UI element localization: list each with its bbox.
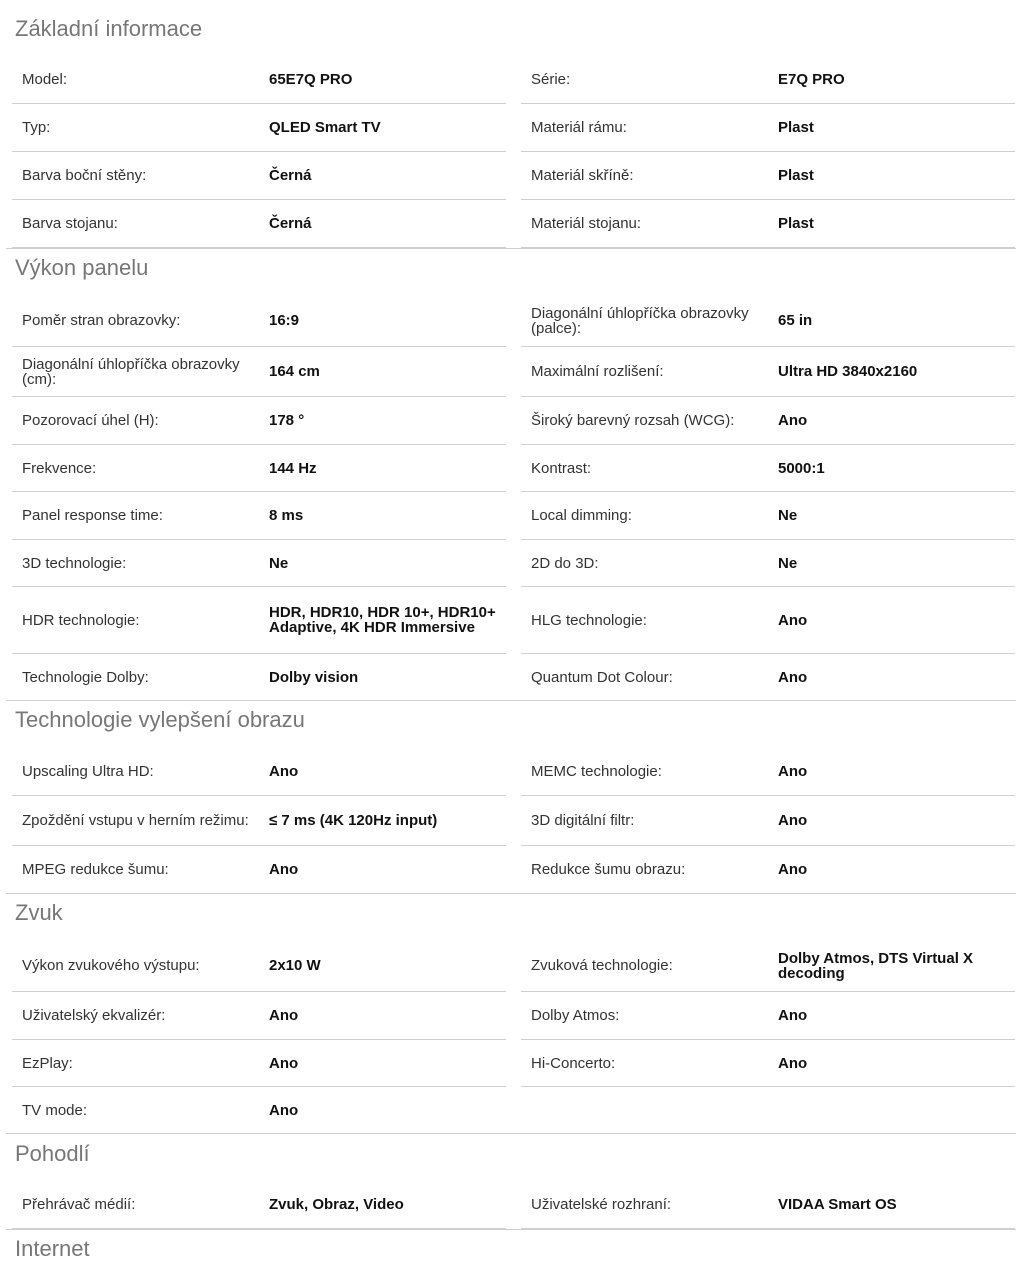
spec-value: QLED Smart TV <box>269 119 381 136</box>
spec-row <box>521 104 1015 152</box>
spec-value: Černá <box>269 215 312 232</box>
spec-label: Hi-Concerto: <box>521 1056 768 1071</box>
spec-label: Materiál skříně: <box>521 168 768 183</box>
spec-value: Ano <box>269 1054 299 1072</box>
spec-row <box>521 445 1015 492</box>
spec-label: Zpoždění vstupu v herním režimu: <box>12 813 259 828</box>
spec-label: Panel response time: <box>12 508 259 523</box>
spec-row <box>521 295 1015 347</box>
spec-label: Série: <box>521 72 768 87</box>
spec-row <box>12 540 506 587</box>
spec-value: Ano <box>269 1101 299 1119</box>
spec-row <box>12 397 506 445</box>
spec-label: Pozorovací úhel (H): <box>12 413 259 428</box>
section-title-technologie-vylepseni-obrazu: Technologie vylepšení obrazu <box>15 707 305 732</box>
spec-row <box>12 1087 506 1134</box>
spec-value: 144 Hz <box>269 459 317 477</box>
spec-value: Ne <box>778 554 798 572</box>
spec-label: Zvuková technologie: <box>521 958 768 973</box>
section-divider <box>6 1229 1016 1230</box>
spec-row <box>521 587 1015 654</box>
section-divider <box>6 893 1016 894</box>
spec-row <box>12 940 506 992</box>
spec-column-left <box>12 56 506 248</box>
spec-value: 65 in <box>778 312 813 329</box>
spec-label: TV mode: <box>12 1103 259 1118</box>
spec-column-right <box>521 747 1015 894</box>
spec-label: HLG technologie: <box>521 613 768 628</box>
spec-row <box>12 1040 506 1087</box>
spec-value: Ano <box>778 611 808 629</box>
spec-value: Ne <box>269 554 289 572</box>
spec-value: Plast <box>778 167 814 184</box>
spec-row <box>521 492 1015 540</box>
spec-column-left <box>12 940 506 1134</box>
section-title-zvuk: Zvuk <box>15 900 63 925</box>
spec-row <box>12 654 506 701</box>
spec-value: 8 ms <box>269 507 304 524</box>
spec-label: Diagonální úhlopříčka obrazovky (palce): <box>521 306 768 336</box>
spec-label: Typ: <box>12 120 259 135</box>
spec-value: 5000:1 <box>778 459 825 477</box>
spec-label: Široký barevný rozsah (WCG): <box>521 413 768 428</box>
spec-value: Ano <box>778 812 808 829</box>
spec-value: Černá <box>269 167 312 184</box>
section-title-pohodli: Pohodlí <box>15 1141 90 1166</box>
spec-label: Diagonální úhlopříčka obrazovky (cm): <box>12 357 259 387</box>
spec-label: Barva boční stěny: <box>12 168 259 183</box>
spec-label: Kontrast: <box>521 461 768 476</box>
spec-row <box>12 445 506 492</box>
spec-label: Model: <box>12 72 259 87</box>
spec-value: 65E7Q PRO <box>269 71 353 88</box>
spec-label: Uživatelský ekvalizér: <box>12 1008 259 1023</box>
spec-row <box>521 992 1015 1040</box>
spec-value: ≤ 7 ms (4K 120Hz input) <box>269 812 438 829</box>
spec-value: 2x10 W <box>269 957 321 974</box>
spec-label: EzPlay: <box>12 1056 259 1071</box>
spec-label: Maximální rozlišení: <box>521 364 768 379</box>
section-title-internet: Internet <box>15 1236 90 1261</box>
spec-value: Ano <box>778 762 808 780</box>
spec-row <box>521 56 1015 104</box>
section-divider <box>6 248 1016 249</box>
spec-row <box>521 200 1015 248</box>
spec-label: Přehrávač médií: <box>12 1197 259 1212</box>
spec-row <box>12 56 506 104</box>
spec-row <box>12 587 506 654</box>
spec-row <box>12 747 506 796</box>
section-title-zakladni-informace: Základní informace <box>15 16 203 41</box>
spec-label: MEMC technologie: <box>521 764 768 779</box>
spec-label: Frekvence: <box>12 461 259 476</box>
spec-row <box>521 940 1015 992</box>
spec-row <box>521 152 1015 200</box>
spec-value: Ano <box>778 861 808 878</box>
spec-row <box>521 347 1015 397</box>
spec-label: Materiál rámu: <box>521 120 768 135</box>
spec-label: Dolby Atmos: <box>521 1008 768 1023</box>
spec-row <box>12 796 506 846</box>
spec-value: Ne <box>778 507 798 524</box>
spec-value: 164 cm <box>269 363 320 380</box>
spec-label: Technologie Dolby: <box>12 670 259 685</box>
spec-label: Uživatelské rozhraní: <box>521 1197 768 1212</box>
spec-label: Barva stojanu: <box>12 216 259 231</box>
spec-column-right <box>521 56 1015 248</box>
spec-row <box>12 1181 506 1229</box>
spec-value: Dolby vision <box>269 668 359 686</box>
spec-label: Poměr stran obrazovky: <box>12 313 259 328</box>
spec-label: Quantum Dot Colour: <box>521 670 768 685</box>
spec-column-right <box>521 295 1015 701</box>
spec-value: 16:9 <box>269 312 300 329</box>
section-divider <box>6 700 1016 701</box>
spec-value: Ano <box>269 861 299 878</box>
spec-column-left <box>12 295 506 701</box>
spec-row <box>12 152 506 200</box>
spec-value: Ano <box>778 1054 808 1072</box>
spec-value: VIDAA Smart OS <box>778 1196 897 1213</box>
spec-column-left <box>12 1181 506 1229</box>
spec-value: Ano <box>778 1007 808 1024</box>
spec-label: MPEG redukce šumu: <box>12 862 259 877</box>
spec-column-right <box>521 1181 1015 1229</box>
spec-value: Ano <box>778 668 808 686</box>
spec-row <box>521 1181 1015 1229</box>
spec-column-right <box>521 940 1015 1087</box>
spec-value: E7Q PRO <box>778 71 845 88</box>
spec-label: HDR technologie: <box>12 613 259 628</box>
spec-label: Výkon zvukového výstupu: <box>12 958 259 973</box>
spec-row <box>521 796 1015 846</box>
section-title-vykon-panelu: Výkon panelu <box>15 255 149 280</box>
spec-row <box>521 1040 1015 1087</box>
spec-row <box>12 104 506 152</box>
spec-value: Zvuk, Obraz, Video <box>269 1196 404 1213</box>
spec-value: Plast <box>778 215 814 232</box>
spec-row <box>12 846 506 894</box>
spec-value: Ano <box>269 1007 299 1024</box>
spec-row <box>521 397 1015 445</box>
spec-label: 3D digitální filtr: <box>521 813 768 828</box>
spec-value: 178 ° <box>269 412 305 429</box>
spec-value: Plast <box>778 119 814 136</box>
spec-label: Local dimming: <box>521 508 768 523</box>
spec-row <box>12 992 506 1040</box>
section-divider <box>6 1133 1016 1134</box>
spec-row <box>12 200 506 248</box>
spec-row <box>12 347 506 397</box>
spec-row <box>521 846 1015 894</box>
spec-label: Upscaling Ultra HD: <box>12 764 259 779</box>
spec-label: 3D technologie: <box>12 556 259 571</box>
spec-row <box>521 540 1015 587</box>
spec-value: Ano <box>778 412 808 429</box>
spec-label: Materiál stojanu: <box>521 216 768 231</box>
spec-row <box>12 295 506 347</box>
spec-column-left <box>12 747 506 894</box>
spec-row <box>521 747 1015 796</box>
spec-label: Redukce šumu obrazu: <box>521 862 768 877</box>
spec-row <box>12 492 506 540</box>
spec-value: HDR, HDR10, HDR 10+, HDR10+ Adaptive, 4K HDR Immersive <box>269 604 496 636</box>
spec-value: Ano <box>269 762 299 780</box>
spec-value: Dolby Atmos, DTS Virtual X decoding <box>778 949 974 982</box>
spec-row <box>521 654 1015 701</box>
spec-value: Ultra HD 3840x2160 <box>778 363 918 380</box>
spec-label: 2D do 3D: <box>521 556 768 571</box>
